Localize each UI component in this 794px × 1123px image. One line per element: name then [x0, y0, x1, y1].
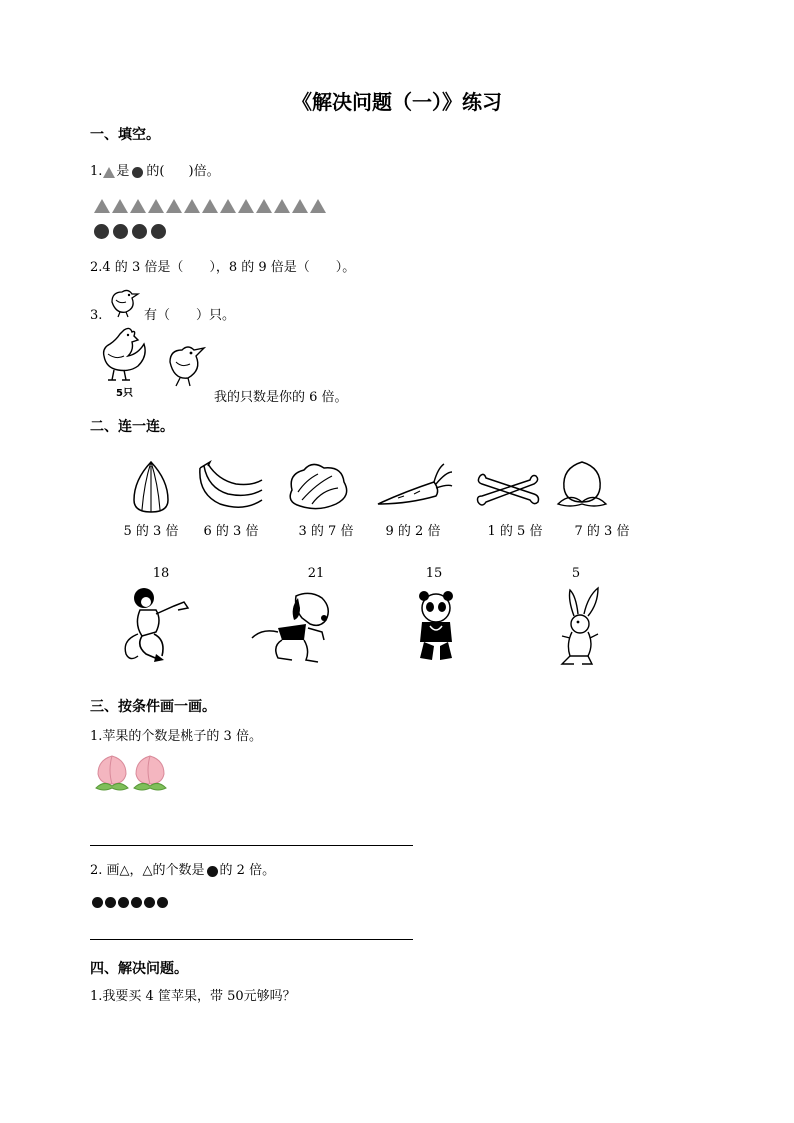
- triangle-icon: [310, 199, 326, 213]
- match-label-5: 1 的 5 倍: [487, 524, 543, 539]
- animal-number-1: 18: [152, 566, 170, 581]
- peach-icon: [556, 458, 608, 510]
- banana-icon: [194, 460, 266, 512]
- triangle-icon: [256, 199, 272, 213]
- circle-icon: [144, 897, 155, 908]
- circle-icon: [92, 897, 103, 908]
- triangle-row: [94, 199, 326, 213]
- circle-icon: [132, 167, 143, 178]
- rooster-icon: [94, 326, 150, 384]
- section-heading-matching: 二、连一连。: [90, 419, 174, 435]
- q3-2-suffix: 的 2 倍。: [219, 863, 276, 878]
- peach-icon: [94, 752, 130, 794]
- circle-icon: [207, 866, 218, 877]
- question-3-1: 1.苹果的个数是桃子的 3 倍。: [90, 729, 262, 744]
- circle-row: [94, 224, 166, 239]
- question-3-2: [90, 863, 275, 879]
- circle-icon: [132, 224, 147, 239]
- circle-icon: [113, 224, 128, 239]
- circle-icon: [118, 897, 129, 908]
- match-label-2: 6 的 3 倍: [203, 524, 259, 539]
- section-heading-fill-blank: 一、填空。: [90, 127, 160, 143]
- q1-prefix: 1.: [90, 164, 103, 179]
- carrot-icon: [374, 460, 454, 510]
- rooster-count-label: 5只: [116, 388, 133, 399]
- triangle-icon: [130, 199, 146, 213]
- animal-number-2: 21: [307, 566, 325, 581]
- chick-icon: [162, 340, 210, 388]
- triangle-icon: [166, 199, 182, 213]
- q1-of: 的(: [146, 164, 165, 179]
- circle-icon: [151, 224, 166, 239]
- q3-suffix: 有（ ）只。: [144, 308, 236, 323]
- circle-icon: [157, 897, 168, 908]
- triangle-icon: [292, 199, 308, 213]
- rabbit-icon: [554, 586, 606, 668]
- monkey-icon: [118, 584, 194, 664]
- question-1-2: 2.4 的 3 倍是（ ），8 的 9 倍是（ ）。: [90, 260, 356, 275]
- q1-suffix: )倍。: [188, 164, 220, 179]
- panda-icon: [414, 590, 458, 662]
- match-label-1: 5 的 3 倍: [123, 524, 179, 539]
- triangle-icon: [112, 199, 128, 213]
- animal-number-4: 5: [571, 566, 581, 581]
- drawing-line-1[interactable]: [90, 845, 413, 846]
- match-label-6: 7 的 3 倍: [574, 524, 630, 539]
- q3-prefix: 3.: [90, 308, 103, 323]
- match-label-4: 9 的 2 倍: [385, 524, 441, 539]
- triangle-icon: [202, 199, 218, 213]
- circle-icon: [105, 897, 116, 908]
- animal-number-3: 15: [425, 566, 443, 581]
- triangle-icon: [274, 199, 290, 213]
- question-4-1: 1.我要买 4 筐苹果，带 50元够吗？: [90, 989, 296, 1004]
- section-heading-solve: 四、解决问题。: [90, 961, 188, 977]
- triangle-icon: [103, 167, 115, 178]
- question-1-1: [90, 164, 220, 180]
- page-title: 《解决问题（一）》练习: [292, 90, 502, 114]
- bamboo-shoot-icon: [128, 460, 174, 514]
- peach-icon: [132, 752, 168, 794]
- triangle-icon: [94, 199, 110, 213]
- dot-row: [92, 897, 168, 908]
- circle-icon: [94, 224, 109, 239]
- cabbage-icon: [282, 460, 354, 512]
- dog-icon: [248, 588, 336, 666]
- circle-icon: [131, 897, 142, 908]
- bone-icon: [474, 470, 540, 510]
- triangle-icon: [220, 199, 236, 213]
- q3-2-prefix: 2. 画△，△的个数是: [90, 863, 205, 878]
- section-heading-draw: 三、按条件画一画。: [90, 699, 216, 715]
- drawing-line-2[interactable]: [90, 939, 413, 940]
- triangle-icon: [148, 199, 164, 213]
- triangle-icon: [238, 199, 254, 213]
- triangle-icon: [184, 199, 200, 213]
- match-label-3: 3 的 7 倍: [298, 524, 354, 539]
- rooster-speech: 我的只数是你的 6 倍。: [214, 390, 348, 405]
- q1-is: 是: [116, 164, 130, 179]
- chick-icon: [106, 284, 142, 318]
